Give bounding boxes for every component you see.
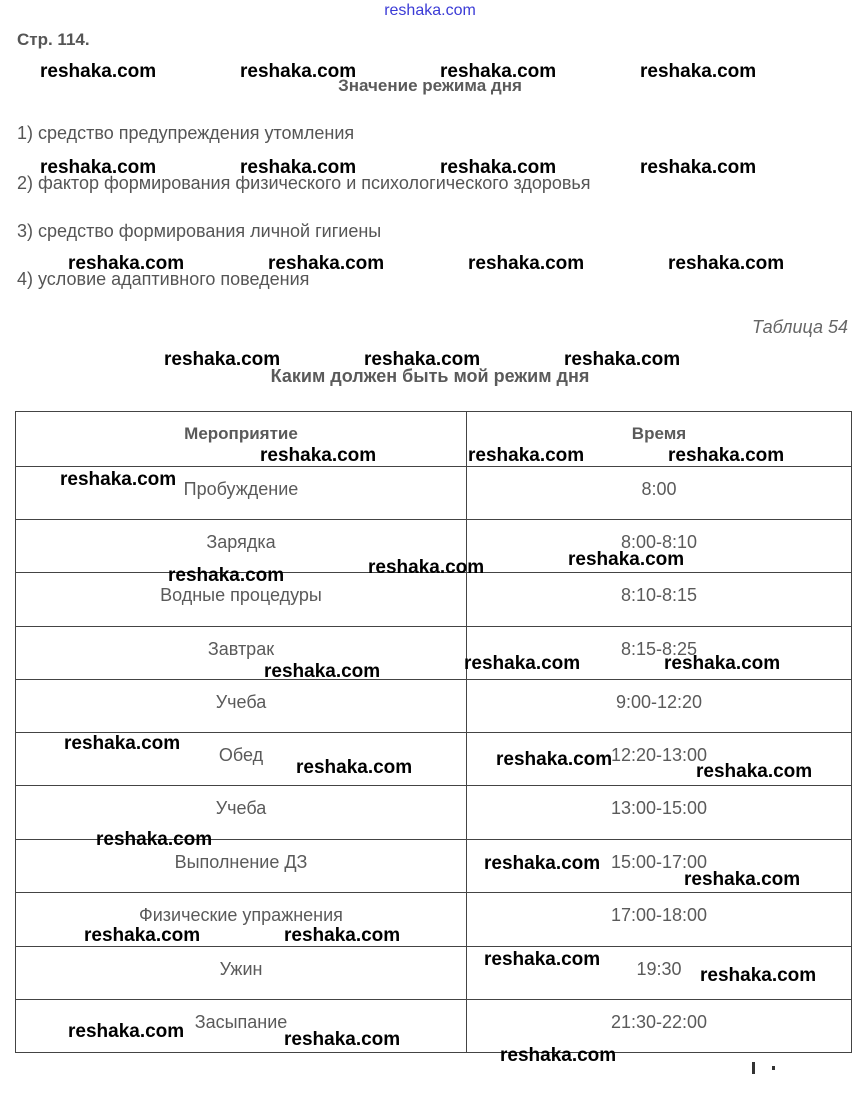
watermark: reshaka.com	[264, 661, 381, 682]
watermark: reshaka.com	[368, 557, 485, 578]
activity-cell: Обед	[16, 733, 467, 786]
activity-cell: Завтрак	[16, 627, 467, 680]
section-title: Значение режима дня	[338, 76, 522, 95]
list-item: 2) фактор формирования физического и психологического здоровья	[17, 173, 591, 193]
watermark: reshaka.com	[268, 253, 385, 274]
table-row	[16, 680, 852, 733]
activity-cell: Физические упражнения	[16, 893, 467, 947]
activity-cell: Учеба	[16, 680, 467, 733]
time-cell: 8:15-8:25	[467, 627, 852, 680]
list-item: 1) средство предупреждения утомления	[17, 123, 355, 143]
watermark: reshaka.com	[468, 445, 585, 466]
activity-cell: Учеба	[16, 786, 467, 840]
watermark: reshaka.com	[40, 61, 157, 82]
column-header-time: Время	[467, 412, 852, 467]
watermark: reshaka.com	[664, 653, 781, 674]
watermark: reshaka.com	[496, 749, 613, 770]
activity-cell: Выполнение ДЗ	[16, 840, 467, 893]
watermark: reshaka.com	[440, 157, 557, 178]
table-row	[16, 573, 852, 627]
activity-cell: Пробуждение	[16, 467, 467, 520]
time-cell: 12:20-13:00	[467, 733, 852, 786]
watermark: reshaka.com	[640, 157, 757, 178]
watermark: reshaka.com	[684, 869, 801, 890]
activity-cell: Зарядка	[16, 520, 467, 573]
watermark: reshaka.com	[260, 445, 377, 466]
time-cell: 19:30	[467, 947, 852, 1000]
watermark: reshaka.com	[64, 733, 181, 754]
watermark: reshaka.com	[364, 349, 481, 370]
time-cell: 8:00-8:10	[467, 520, 852, 573]
watermark: reshaka.com	[284, 1029, 401, 1050]
watermark: reshaka.com	[440, 61, 557, 82]
list-item: 4) условие адаптивного поведения	[17, 269, 310, 289]
table-caption: Таблица 54	[751, 317, 848, 337]
time-cell: 17:00-18:00	[467, 893, 852, 947]
watermark: reshaka.com	[468, 253, 585, 274]
table-title: Каким должен быть мой режим дня	[270, 366, 590, 386]
watermark: reshaka.com	[96, 829, 213, 850]
watermark: reshaka.com	[668, 445, 785, 466]
time-cell: 13:00-15:00	[467, 786, 852, 840]
time-cell: 8:10-8:15	[467, 573, 852, 627]
column-header-activity: Мероприятие	[16, 412, 467, 467]
scan-artifact	[772, 1066, 775, 1070]
watermark: reshaka.com	[68, 253, 185, 274]
list-item: 3) средство формирования личной гигиены	[17, 221, 382, 241]
site-link[interactable]: reshaka.com	[384, 2, 476, 19]
scan-artifact	[752, 1062, 755, 1074]
watermark: reshaka.com	[640, 61, 757, 82]
watermark: reshaka.com	[284, 925, 401, 946]
watermark: reshaka.com	[484, 949, 601, 970]
watermark: reshaka.com	[68, 1021, 185, 1042]
time-cell: 8:00	[467, 467, 852, 520]
watermark: reshaka.com	[240, 61, 357, 82]
watermark: reshaka.com	[564, 349, 681, 370]
watermark: reshaka.com	[84, 925, 201, 946]
time-cell: 21:30-22:00	[467, 1000, 852, 1053]
activity-cell: Ужин	[16, 947, 467, 1000]
watermark: reshaka.com	[464, 653, 581, 674]
watermark: reshaka.com	[296, 757, 413, 778]
activity-cell: Засыпание	[16, 1000, 467, 1053]
watermark: reshaka.com	[700, 965, 817, 986]
watermark: reshaka.com	[60, 469, 177, 490]
page-number: Стр. 114.	[17, 30, 90, 49]
watermark: reshaka.com	[568, 549, 685, 570]
watermark: reshaka.com	[168, 565, 285, 586]
watermark: reshaka.com	[500, 1045, 617, 1066]
activity-cell: Водные процедуры	[16, 573, 467, 627]
watermark: reshaka.com	[164, 349, 281, 370]
watermark: reshaka.com	[668, 253, 785, 274]
watermark: reshaka.com	[484, 853, 601, 874]
watermark: reshaka.com	[40, 157, 157, 178]
time-cell: 15:00-17:00	[467, 840, 852, 893]
time-cell: 9:00-12:20	[467, 680, 852, 733]
watermark: reshaka.com	[240, 157, 357, 178]
schedule-table	[15, 411, 852, 1053]
watermark: reshaka.com	[696, 761, 813, 782]
